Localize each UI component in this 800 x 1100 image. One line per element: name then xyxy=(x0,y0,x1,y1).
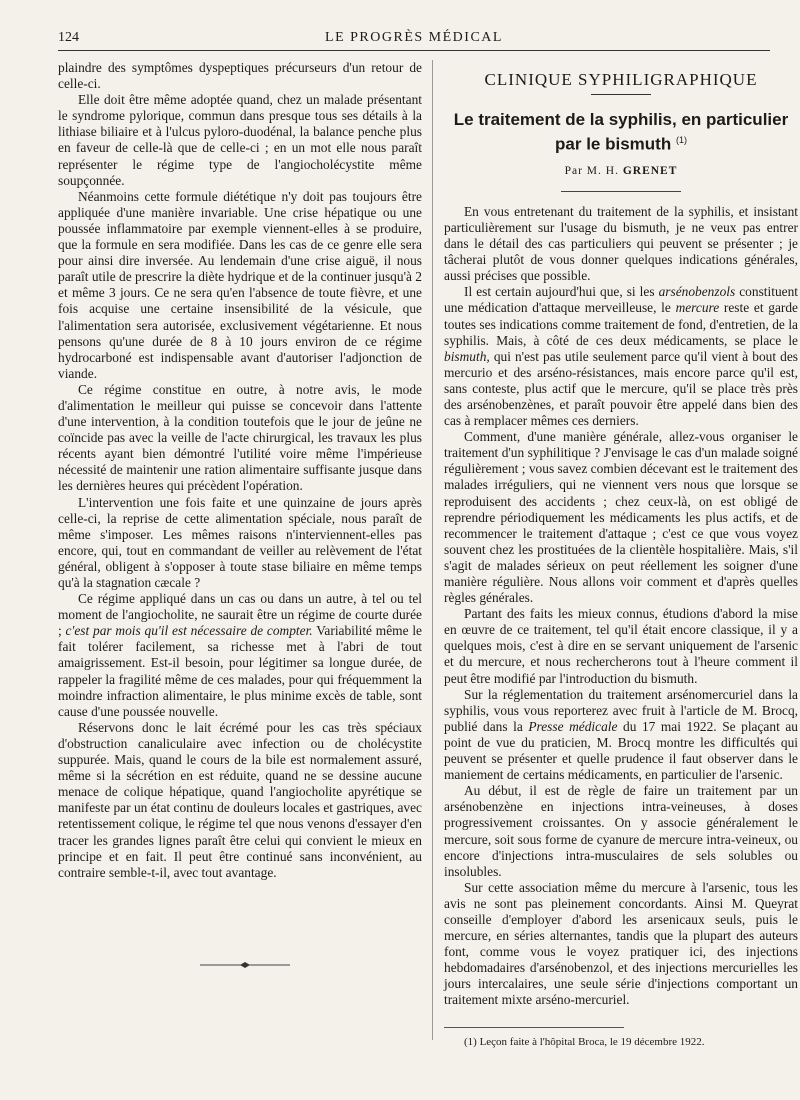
section-rule xyxy=(591,94,651,95)
left-paragraph-2: Elle doit être même adoptée quand, chez un malade présentant le syndrome pylorique, commun dans presque tous ses détails à la lithiase biliaire et à l'ulcus pyloro-duodénal, la balance penche plus en faveur de celle-là que de celle-ci ; en un mot elle nous paraît représenter le régime type de l'angiocholécystite même soupçonnée. xyxy=(58,92,422,188)
left-paragraph-6-italic: c'est par mois qu'il est nécessaire de compter. xyxy=(65,623,313,639)
right-paragraph-2-a: Il est certain aujourd'hui que, si les xyxy=(464,284,655,300)
left-paragraph-6-end: Variabilité même le fait tolérer facilement, sa richesse met à l'abri de tout amaigrissement. Est-il besoin, pour légitimer sa longue durée, de rappeler la fragilité même de ces malades, pour qui fréquemment la moindre infraction alimentaire, le plus minime excès de table, sont cause d'une poussée nouvelle. xyxy=(58,623,422,719)
left-column xyxy=(58,60,422,881)
right-column xyxy=(444,60,798,1050)
right-paragraph-2-d: qui n'est pas utile seulement parce qu'il vient à bout des mercurio et des arséno-résistances, mais encore parce qu'il est, sans conteste, plus actif que le mercure, qu'il se place très près des arsénobenzènes, et paraît pouvoir être appelé dans bien des cas à remplacer mêmes ces derniers. xyxy=(444,348,798,429)
page-number: 124 xyxy=(58,30,79,45)
right-paragraph-5-italic: Presse médicale xyxy=(528,718,618,734)
right-paragraph-2-italic-3: bismuth, xyxy=(444,348,490,364)
footnote-rule xyxy=(444,1027,624,1028)
right-paragraph-5-a: Sur la réglementation du traitement arsénomercuriel dans la syphilis, vous vous reporterez avec fruit à l'article de M. Brocq, publié dans la xyxy=(444,686,798,734)
right-paragraph-6: Au début, il est de règle de faire un traitement par un arsénobenzène en injections intra-veineuses, à doses progressivement croissantes. On y associe généralement le mercure, soit sous forme de cyanure de mercure intra-veineux, ou encore d'injections intra-musculaires de sels solubles ou insolubles. xyxy=(444,783,798,879)
left-paragraph-7: Réservons donc le lait écrémé pour les cas très spéciaux d'obstruction canaliculaire avec infection ou de cholécystite suppurée. Mais, quand le cours de la bile est normalement assuré, même si la sécrétion en est réduite, quand ne se dessine aucune menace de colique hépatique, quand l'angiocholite apyrétique se manifeste par un état continu de douleurs locales et gastriques, avec retentissement colique, le régime tel que nous venons d'essayer d'en tracer les grandes lignes paraît être celui qui convient le mieux en principe et en fait. Il peut être continué sans inconvénient, au contraire semble-t-il, avec tout avantage. xyxy=(58,719,422,880)
left-paragraph-1: plaindre des symptômes dyspeptiques précurseurs d'un retour de celle-ci. xyxy=(58,60,422,92)
left-paragraph-6-start: Ce régime appliqué dans un cas ou dans un autre, à tel ou tel moment de l'angiocholite, ne saurait être un régime de courte durée ; xyxy=(58,591,422,639)
author-prefix: Par M. H. xyxy=(564,164,619,177)
footnote: (1) Leçon faite à l'hôpital Broca, le 19 décembre 1922. xyxy=(464,1035,705,1048)
right-paragraph-2-italic-1: arsénobenzols xyxy=(658,284,736,300)
right-paragraph-7: Sur cette association même du mercure à l'arsenic, tous les avis ne sont pas pleinement concordants. Ainsi M. Queyrat conseille d'employer d'abord les arsenicaux seuls, puis le mercure, en séries alternantes, tandis que la plupart des auteurs font, comme vous le voyez pratiquer ici, des injections hebdomadaires d'arsénobenzol, et des injections mercurielles les jours intercalaires, une seule série d'injections comportant un traitement mixte arséno-mercuriel. xyxy=(444,879,798,1008)
right-paragraph-5 xyxy=(444,687,798,784)
right-paragraph-2 xyxy=(444,284,798,429)
section-title: CLINIQUE SYPHILIGRAPHIQUE xyxy=(484,70,758,89)
right-paragraph-2-italic-2: mercure xyxy=(675,300,720,316)
journal-title: LE PROGRÈS MÉDICAL xyxy=(325,30,503,45)
title-rule xyxy=(561,191,681,192)
left-paragraph-4: Ce régime constitue en outre, à notre avis, le mode d'alimentation le meilleur qui puisse se concevoir dans l'attente d'une intervention, à la condition toutefois que le jour de jeûne ne coïncide pas avec la veille de l'acte chirurgical, les travaux les plus récents ayant bien démontré l'utilité voire même l'impérieuse nécessité de maintenir une ration alimentaire suffisante jusque dans les dernières heures qui précèdent l'opération. xyxy=(58,381,422,494)
header-rule xyxy=(58,50,770,51)
right-paragraph-4: Partant des faits les mieux connus, étudions d'abord la mise en œuvre de ce traitement, tel qu'il était encore classique, il y a quelques mois, c'est à dire en se servant uniquement de l'arsenic et du mercure, et nous rechercherons tout à l'heure comment il peut être modifié par l'introduction du bismuth. xyxy=(444,606,798,686)
right-paragraph-3: Comment, d'une manière générale, allez-vous organiser le traitement d'un syphilitique ? J'envisage le cas d'un malade soigné régulièrement ; vous savez combien décevant est le traitement des malades irréguliers, qui ne viennent vers nous que lorsque se reproduisent des accidents ; chez ceux-là, on est obligé de reprendre périodiquement les médicaments les plus actifs, et de recommencer le traitement d'attaque ; c'est ce que vous voyez souvent chez les prostituées de la clientèle hospitalière. Mais, s'il s'agit de malades sérieux on peut réellement les soigner d'une manière régulière. Nous allons voir comment et d'après quelles règles générales. xyxy=(444,429,798,606)
left-paragraph-3: Néanmoins cette formule diététique n'y doit pas toujours être appliquée d'une manière invariable. Une crise hépatique ou une poussée inflammatoire par exemple viennent-elles à se produire, que la formule en sera modifiée. Dans les cas de ce genre elle sera pour ainsi dire inversée. Au lendemain d'une crise aiguë, il nous paraît utile de prescrire la diète hydrique et de la continuer jusqu'à 2 et même 3 jours. Ce ne sera qu'en l'absence de toute fièvre, et une fois acquise une certaine insensibilité de la vésicule, que l'alimentation sera autorisée, exclusivement végétarienne. Et nous pensons qu'une durée de 8 à 10 jours environ de ce régime hydrocarboné est indispensable avant d'autoriser l'adjonction de viande. xyxy=(58,188,422,381)
article-title xyxy=(444,109,798,155)
author-name: GRENET xyxy=(622,164,678,177)
running-head xyxy=(58,30,770,48)
right-paragraph-5-b: du 17 mai 1922. Se plaçant au point de vue du praticien, M. Brocq montre les difficultés qui peuvent se présenter et quelle prudence il faut observer dans le maniement de certains médicaments, en particulier de l'arsenic. xyxy=(444,718,798,783)
right-paragraph-2-c: reste et garde toutes ses indications comme traitement de fond, d'entretien, de la syphilis. Mais, à côté de ces deux médicaments, se place le xyxy=(444,300,798,348)
footnote-marker: (1) xyxy=(675,135,687,146)
left-paragraph-5: L'intervention une fois faite et une quinzaine de jours après celle-ci, la reprise de cette alimentation spéciale, nous paraît de même s'imposer. Les mêmes raisons n'interviennent-elles pas encore, qui, tout en commandant de veiller au relèvement de l'état général, obligent à s'opposer à toute stase biliaire en même temps qu'à la stagnation cæcale ? xyxy=(58,494,422,590)
right-paragraph-1: En vous entretenant du traitement de la syphilis, et insistant particulièrement sur l'usage du bismuth, je ne veux pas entrer dans le détail des cas particuliers qui peuvent se présenter ; je tâcherai plutôt de vous donner quelques indications générales, aussi précises que possible. xyxy=(444,203,798,284)
ornament-divider xyxy=(200,960,290,970)
author-line xyxy=(444,163,798,179)
left-paragraph-6 xyxy=(58,591,422,720)
right-paragraph-2-b: constituent une médication d'attaque merveilleuse, le xyxy=(444,284,798,316)
column-divider xyxy=(432,60,433,1040)
article-title-text: Le traitement de la syphilis, en particulier par le bismuth xyxy=(453,110,789,154)
